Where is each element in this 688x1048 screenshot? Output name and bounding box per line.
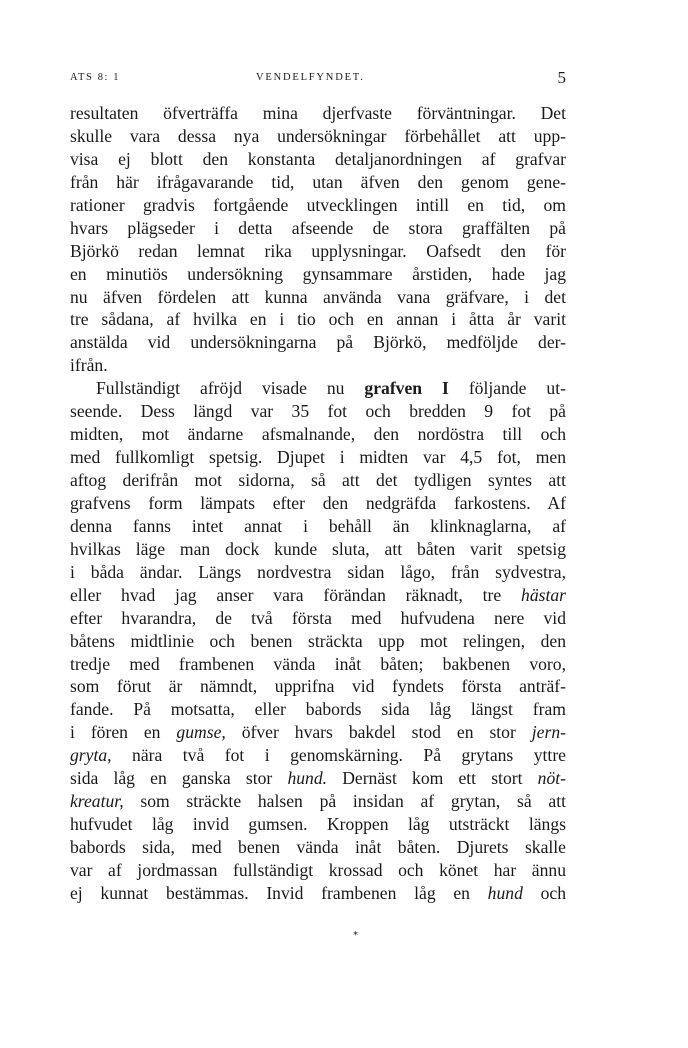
archive-signature: ATS 8: 1 <box>70 72 121 83</box>
text-line: ifrån. <box>70 355 108 376</box>
text-line: hvilkas läge man dock kunde sluta, att båten varit spetsig <box>70 538 566 559</box>
text-run: Fullständigt afröjd visade nu <box>96 378 345 399</box>
text-line: hvars plägseder i detta afseende de stora graffälten på <box>70 217 566 238</box>
text-run: i fören en <box>70 722 161 743</box>
text-line <box>70 790 566 813</box>
italic-term: nöt- <box>537 768 566 789</box>
text-line: Björkö redan lemnat rika upplysningar. Oafsedt den för <box>70 240 566 261</box>
text-run: sida låg en ganska stor <box>70 768 273 789</box>
text-line: båtens midtlinie och benen sträckta upp mot relingen, den <box>70 630 566 651</box>
text-run: eller hvad jag anser vara förändan räknadt, tre <box>70 584 502 605</box>
text-run: Dernäst kom ett stort <box>342 768 523 789</box>
text-line: en minutiös undersökning gynsammare årstiden, hade jag <box>70 263 566 284</box>
text-line: nu äfven fördelen att kunna använda vana gräfvare, i det <box>70 286 566 307</box>
text-line: efter hvarandra, de två första med hufvudena nere vid <box>70 607 566 628</box>
bold-term: grafven I <box>364 378 449 399</box>
text-line <box>70 721 566 744</box>
text-line <box>70 744 566 767</box>
text-line: babords sida, med benen vända inåt båten. Djurets skalle <box>70 837 566 857</box>
text-run: ej kunnat bestämmas. Invid frambenen låg en <box>70 882 470 903</box>
text-line: rationer gradvis fortgående utvecklingen intill en tid, om <box>70 194 566 215</box>
text-line: som förut är nämndt, upprifna vid fyndets första anträf- <box>70 676 566 697</box>
running-title: VENDELFYNDET. <box>256 72 365 83</box>
text-run: som sträckte halsen på insidan af grytan, så att <box>140 791 566 812</box>
page-number: 5 <box>557 68 566 87</box>
text-line <box>70 767 566 790</box>
text-line: med fullkomligt spetsig. Djupet i midten var 4,5 fot, men <box>70 447 566 468</box>
text-run: öfver hvars bakdel stod en stor <box>241 722 516 743</box>
text-line <box>70 584 566 607</box>
italic-term: hund. <box>287 768 328 789</box>
italic-term: jern- <box>531 722 566 743</box>
italic-term: gumse, <box>176 722 226 743</box>
text-line: midten, mot ändarne afsmalnande, den nordöstra till och <box>70 424 566 445</box>
italic-term: gryta, <box>70 745 112 766</box>
signature-mark: * <box>353 930 358 941</box>
text-line: skulle vara dessa nya undersökningar förbehållet att upp- <box>70 125 566 146</box>
text-line: anstälda vid undersökningarna på Björkö, medföljde der- <box>70 332 566 353</box>
text-line: var af jordmassan fullständigt krossad och könet har ännu <box>70 859 566 880</box>
text-line: hufvudet låg invid gumsen. Kroppen låg utsträckt längs <box>70 814 566 835</box>
text-run: följande ut- <box>468 378 566 399</box>
body-text <box>70 102 566 905</box>
text-line: i båda ändar. Längs nordvestra sidan lågo, från sydvestra, <box>70 561 566 582</box>
running-head <box>70 68 568 88</box>
text-run: nära två fot i genomskärning. På grytans yttre <box>132 745 566 766</box>
text-line: tredje med frambenen vända inåt båten; bakbenen voro, <box>70 653 566 674</box>
text-line <box>70 882 566 905</box>
text-line: från här ifrågavarande tid, utan äfven den genom gene- <box>70 171 566 192</box>
text-line: aftog derifrån mot sidorna, så att det tydligen syntes att <box>70 470 566 490</box>
text-line: resultaten öfverträffa mina djerfvaste förväntningar. Det <box>70 103 566 123</box>
text-line: tre sådana, af hvilka en i tio och en annan i åtta år varit <box>70 309 566 330</box>
italic-term: hästar <box>521 584 566 605</box>
text-line <box>70 377 566 400</box>
italic-term: kreatur, <box>70 791 124 812</box>
italic-term: hund <box>487 882 523 903</box>
text-line: seende. Dess längd var 35 fot och bredden 9 fot på <box>70 401 566 422</box>
text-line: fande. På motsatta, eller babords sida låg längst fram <box>70 699 566 720</box>
text-line: visa ej blott den konstanta detaljanordningen af grafvar <box>70 148 566 169</box>
text-line: denna fanns intet annat i behåll än klinknaglarna, af <box>70 515 566 536</box>
text-run: och <box>540 882 566 903</box>
text-line: grafvens form lämpats efter den nedgräfda farkostens. Af <box>70 492 566 513</box>
